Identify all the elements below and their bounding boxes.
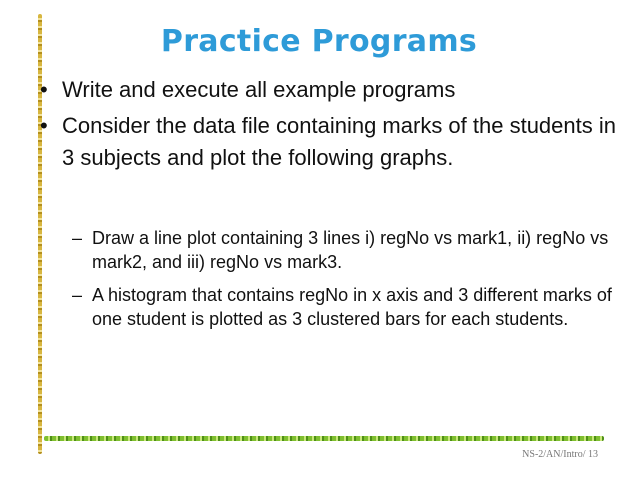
slide-title: Practice Programs <box>160 24 478 59</box>
bullet-list <box>40 74 620 178</box>
bullet-item <box>40 110 620 174</box>
sub-bullet-text: Draw a line plot containing 3 lines i) regNo vs mark1, ii) regNo vs mark2, and iii) regNo vs mark3. <box>92 228 609 272</box>
slide-footer: NS-2/AN/Intro/ 13 <box>522 449 598 460</box>
bullet-item <box>40 74 620 106</box>
sub-bullet-item <box>72 226 612 274</box>
bullet-text: Consider the data file containing marks of the students in 3 subjects and plot the following graphs. <box>62 113 616 170</box>
bullet-dot-icon: • <box>40 113 48 138</box>
dash-icon: – <box>72 285 83 305</box>
sub-bullet-item <box>72 283 612 331</box>
bottom-decorative-border <box>44 436 604 441</box>
sub-bullet-list <box>72 226 612 340</box>
sub-bullet-text: A histogram that contains regNo in x axis and 3 different marks of one student is plotted as 3 clustered bars for each students. <box>92 285 612 329</box>
dash-icon: – <box>72 228 83 248</box>
bullet-dot-icon: • <box>40 77 48 102</box>
bullet-text: Write and execute all example programs <box>62 77 456 102</box>
